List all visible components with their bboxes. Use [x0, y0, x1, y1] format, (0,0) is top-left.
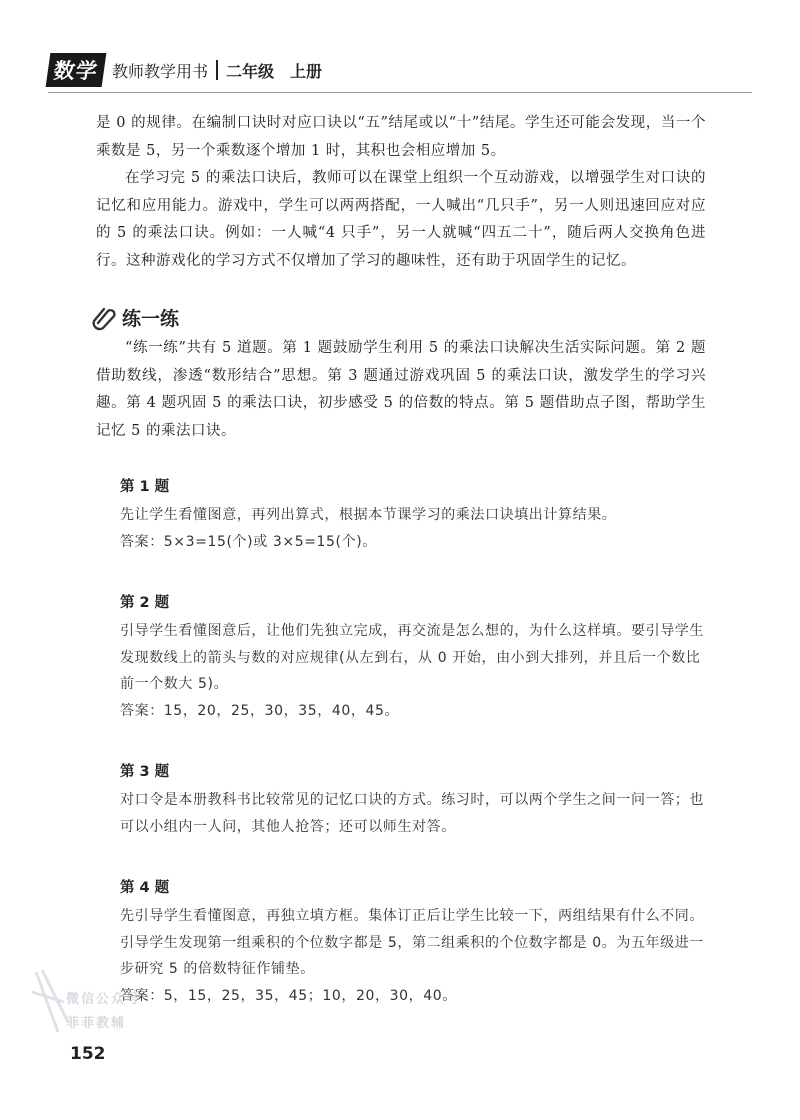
question-3: [96, 760, 706, 840]
question-body: [120, 903, 706, 1009]
page-content: [96, 110, 706, 1009]
question-text: 对口令是本册教科书比较常见的记忆口诀的方式。练习时，可以两个学生之间一问一答；也可以小组内一人问，其他人抢答；还可以师生对答。: [120, 792, 704, 835]
question-4: [96, 876, 706, 1009]
header-rule: [48, 92, 752, 93]
question-body: [120, 502, 706, 555]
section-summary: “练一练”共有 5 道题。第 1 题鼓励学生利用 5 的乘法口诀解决生活实际问题。第 2 题借助数线，渗透“数形结合”思想。第 3 题通过游戏巩固 5 的乘法口诀，激发学生的学习兴趣。第 4 题巩固 5 的乘法口诀，初步感受 5 的倍数的特点。第 5 题借助点子图，帮助学生记忆 5 的乘法口诀。: [96, 340, 706, 439]
intro-paragraph-1: 是 0 的规律。在编制口诀时对应口诀以“五”结尾或以“十”结尾。学生还可能会发现，当一个乘数是 5，另一个乘数逐个增加 1 时，其积也会相应增加 5。: [96, 115, 706, 159]
question-answer: 答案：5，15，25，35，45；10，20，30，40。: [120, 987, 457, 1004]
book-title: 教师教学用书: [112, 61, 209, 81]
watermark-line-1: 微信公众号: [66, 992, 142, 1007]
question-answer: 答案：5×3=15(个)或 3×5=15(个)。: [120, 533, 377, 550]
question-title: 第 3 题: [120, 764, 170, 780]
running-header: [48, 52, 322, 88]
watermark-line-2: 菲菲教辅: [66, 1016, 127, 1031]
question-text: 引导学生看懂图意后，让他们先独立完成，再交流是怎么想的，为什么这样填。要引导学生发现数线上的箭头与数的对应规律(从左到右，从 0 开始，由小到大排列，并且后一个数比前一个数大 5)。: [120, 623, 704, 692]
question-text: 先引导学生看懂图意，再独立填方框。集体订正后让学生比较一下，两组结果有什么不同。引导学生发现第一组乘积的个位数字都是 5，第二组乘积的个位数字都是 0。为五年级进一步研究 5 的倍数特征作铺垫。: [120, 908, 704, 977]
paperclip-icon: [90, 303, 118, 331]
question-title: 第 2 题: [120, 595, 170, 611]
section-heading: [96, 303, 706, 331]
question-title: 第 1 题: [120, 479, 170, 495]
question-title: 第 4 题: [120, 880, 170, 896]
question-2: [96, 591, 706, 724]
section-title: 练一练: [122, 307, 180, 330]
question-body: [120, 787, 706, 840]
question-body: [120, 618, 706, 724]
header-divider: [216, 60, 218, 80]
intro-paragraph-2: 在学习完 5 的乘法口诀后，教师可以在课堂上组织一个互动游戏，以增强学生对口诀的记忆和应用能力。游戏中，学生可以两两搭配，一人喊出“几只手”，另一人则迅速回应对应的 5 的乘法口诀。例如：一人喊“4 只手”，另一人就喊“四五二十”，随后两人交换角色进行。这种游戏化的学习方式不仅增加了学习的趣味性，还有助于巩固学生的记忆。: [96, 170, 706, 269]
page-number: 152: [70, 1044, 106, 1064]
question-1: [96, 475, 706, 555]
watermark: [28, 962, 158, 1042]
brand-logo: 数学: [46, 53, 107, 87]
question-answer: 答案：15，20，25，30，35，40，45。: [120, 702, 400, 719]
grade-volume: 二年级 上册: [226, 61, 323, 81]
question-text: 先让学生看懂图意，再列出算式，根据本节课学习的乘法口诀填出计算结果。: [120, 507, 617, 523]
